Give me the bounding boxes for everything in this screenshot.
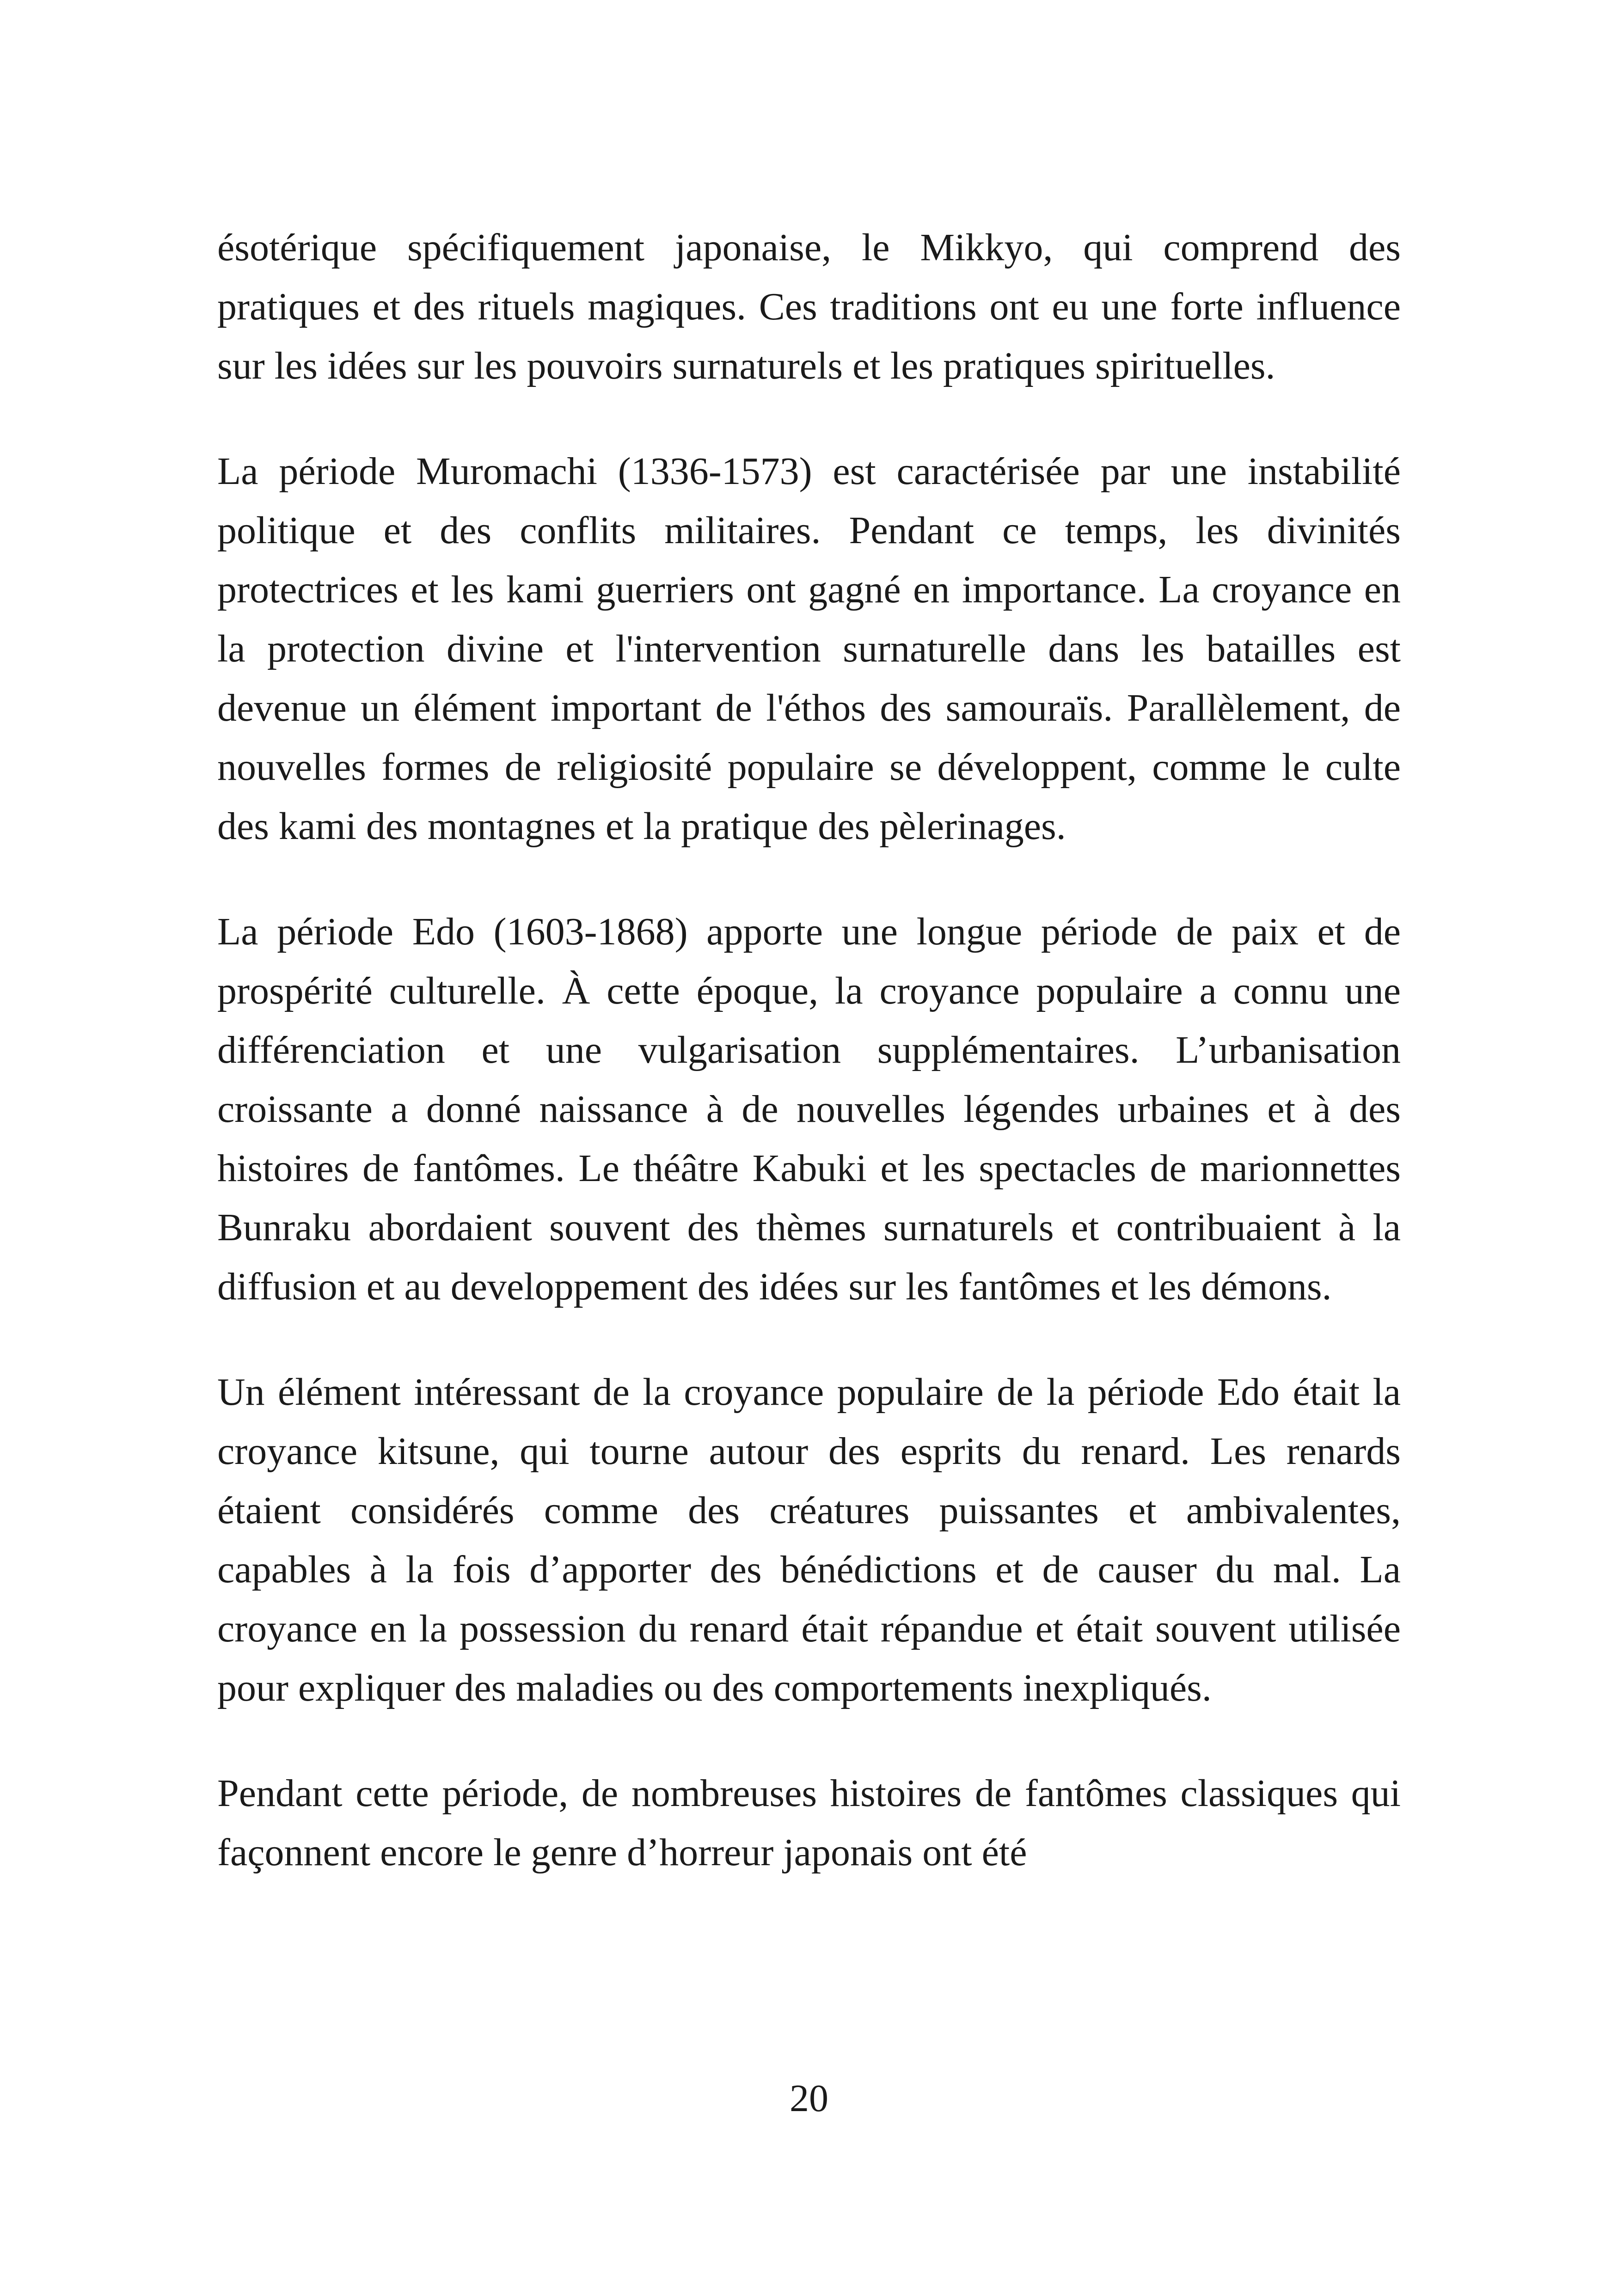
page-number: 20 (790, 2077, 828, 2120)
paragraph-ghost-stories: Pendant cette période, de nombreuses histoires de fantômes classiques qui façonnent encore le genre d’horreur japonais ont été (217, 1772, 1401, 1874)
body-text (217, 218, 1401, 1929)
paragraph-edo: La période Edo (1603-1868) apporte une longue période de paix et de prospérité culturelle. À cette époque, la croyance populaire a connu une différenciation et une vulgarisation supplémentaires. L’urbanisation croissante a donné naissance à de nouvelles légendes urbaines et à des histoires de fantômes. Le théâtre Kabuki et les spectacles de marionnettes Bunraku abordaient souvent des thèmes surnaturels et contribuaient à la diffusion et au developpement des idées sur les fantômes et les démons. (217, 910, 1401, 1308)
paragraph-kitsune: Un élément intéressant de la croyance populaire de la période Edo était la croyance kitsune, qui tourne autour des esprits du renard. Les renards étaient considérés comme des créatures puissantes et ambivalentes, capables à la fois d’apporter des bénédictions et de causer du mal. La croyance en la possession du renard était répandue et était souvent utilisée pour expliquer des maladies ou des comportements inexpliqués. (217, 1371, 1401, 1709)
paragraph-muromachi: La période Muromachi (1336-1573) est caractérisée par une instabilité politique et des conflits militaires. Pendant ce temps, les divinités protectrices et les kami guerriers ont gagné en importance. La croyance en la protection divine et l'intervention surnaturelle dans les batailles est devenue un élément important de l'éthos des samouraïs. Parallèlement, de nouvelles formes de religiosité populaire se développent, comme le culte des kami des montagnes et la pratique des pèlerinages. (217, 450, 1401, 848)
paragraph-mikkyo: ésotérique spécifiquement japonaise, le Mikkyo, qui comprend des pratiques et des rituels magiques. Ces traditions ont eu une forte influence sur les idées sur les pouvoirs surnaturels et les pratiques spirituelles. (217, 226, 1401, 387)
